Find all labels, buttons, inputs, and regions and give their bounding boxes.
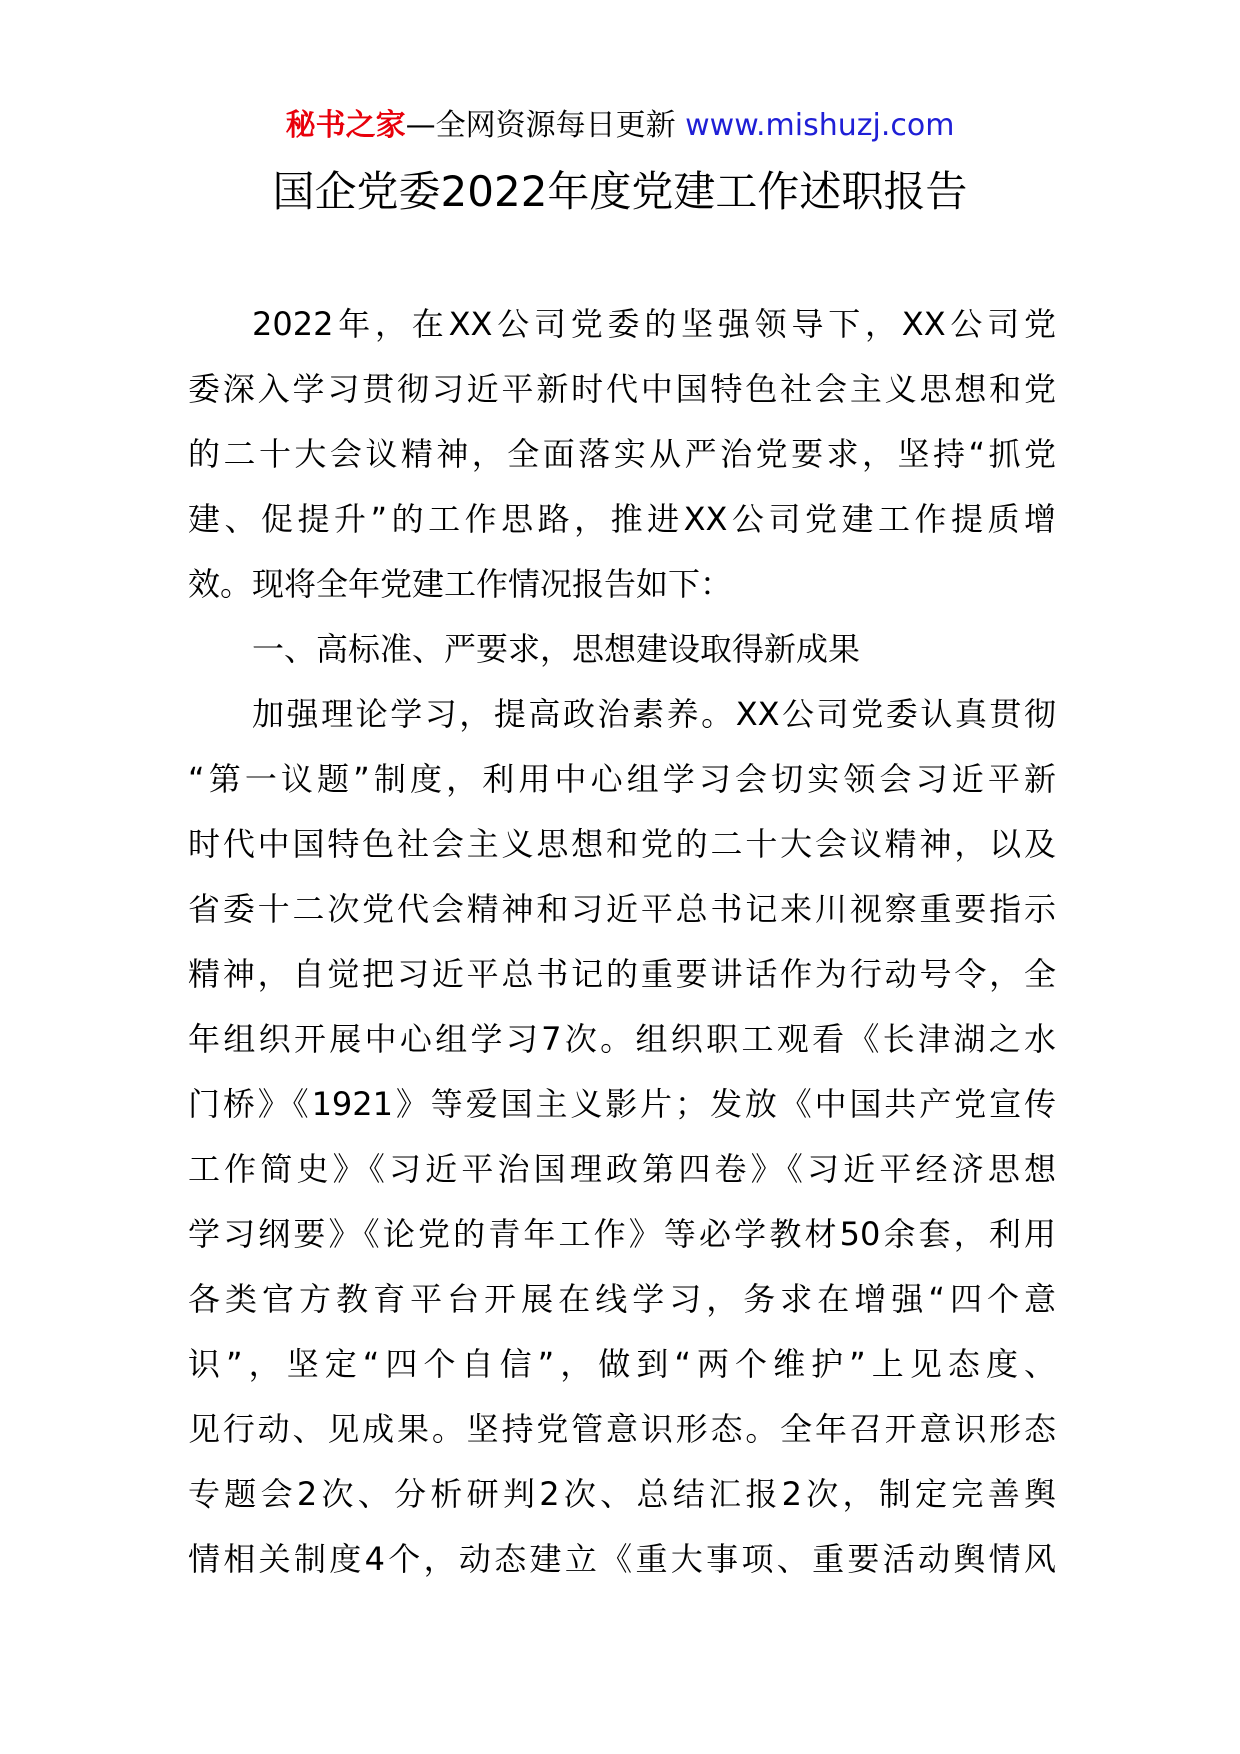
body-line: 工作简史》《习近平治国理政第四卷》《习近平经济思想 [188,1150,1056,1188]
body-line: 2022年，在XX公司党委的坚强领导下，XX公司党 [252,305,1056,343]
body-line: 识”，坚定“四个自信”，做到“两个维护”上见态度、 [188,1345,1056,1383]
body-line: 精神，自觉把习近平总书记的重要讲话作为行动号令，全 [188,955,1056,993]
body-line: 省委十二次党代会精神和习近平总书记来川视察重要指示 [188,890,1056,928]
body-line: 专题会2次、分析研判2次、总结汇报2次，制定完善舆 [188,1475,1056,1513]
body-line: 加强理论学习，提高政治素养。XX公司党委认真贯彻 [252,695,1056,733]
site-watermark [0,104,1240,148]
body-line: “第一议题”制度，利用中心组学习会切实领会习近平新 [188,760,1056,798]
body-line: 委深入学习贯彻习近平新时代中国特色社会主义思想和党 [188,370,1056,408]
body-line: 时代中国特色社会主义思想和党的二十大会议精神，以及 [188,825,1056,863]
watermark-brand: 秘书之家 [285,108,406,143]
body-line: 各类官方教育平台开展在线学习，务求在增强“四个意 [188,1280,1056,1318]
watermark-tagline: —全网资源每日更新 [405,108,686,143]
body-line: 学习纲要》《论党的青年工作》等必学教材50余套，利用 [188,1215,1056,1253]
body-line: 门桥》《1921》等爱国主义影片；发放《中国共产党宣传 [188,1085,1056,1123]
body-line: 建、促提升”的工作思路，推进XX公司党建工作提质增 [188,500,1056,538]
body-line: 的二十大会议精神，全面落实从严治党要求，坚持“抓党 [188,435,1056,473]
watermark-url[interactable]: www.mishuzj.com [685,108,955,143]
body-line: 效。现将全年党建工作情况报告如下： [188,565,733,603]
body-line: 情相关制度4个，动态建立《重大事项、重要活动舆情风 [188,1540,1056,1578]
body-line: 见行动、见成果。坚持党管意识形态。全年召开意识形态 [188,1410,1056,1448]
body-line: 年组织开展中心组学习7次。组织职工观看《长津湖之水 [188,1020,1056,1058]
body-line: 一、高标准、严要求，思想建设取得新成果 [252,630,861,668]
document-title: 国企党委2022年度党建工作述职报告 [272,167,968,216]
document-body [188,292,1056,1592]
